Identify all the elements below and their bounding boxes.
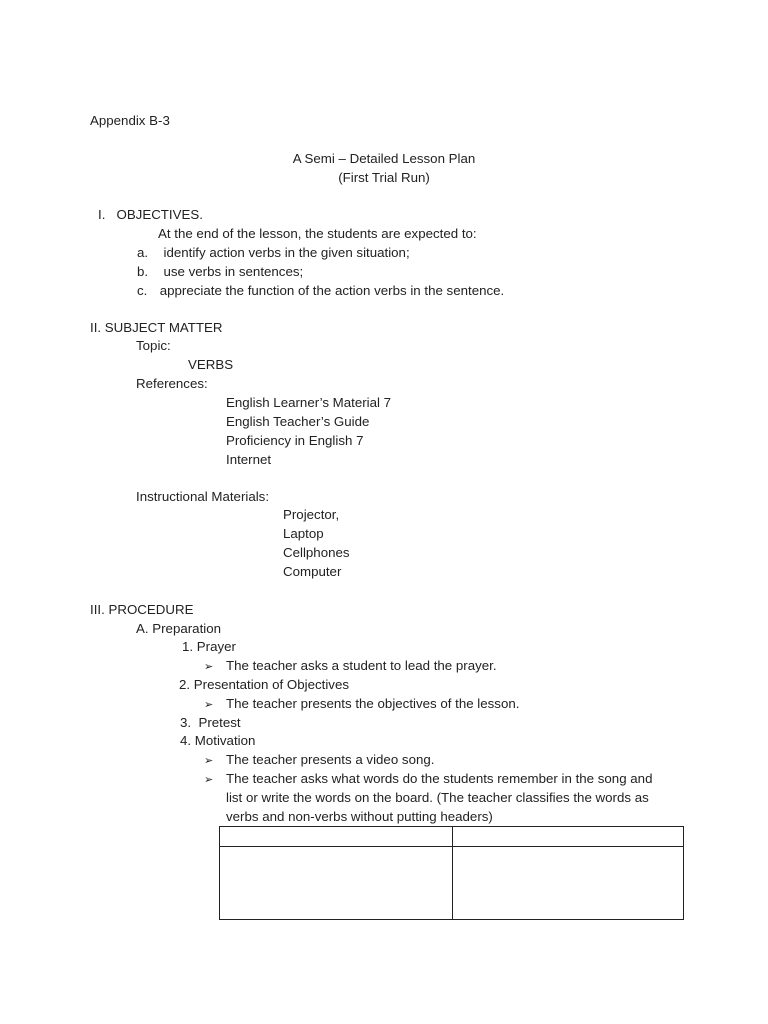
bullet-text-line: The teacher asks what words do the students remember in the song and: [226, 771, 653, 786]
topic-value: VERBS: [188, 357, 234, 372]
reference-item: English Learner’s Material 7: [226, 395, 392, 410]
objective-text: use verbs in sentences;: [163, 264, 304, 279]
bullet-text: The teacher presents a video song.: [226, 752, 435, 767]
material-item: Cellphones: [283, 545, 350, 560]
objective-marker: c.: [137, 283, 148, 298]
objective-item: [137, 262, 303, 281]
bullet-item: [204, 694, 519, 714]
arrow-bullet-icon: ➢: [204, 698, 214, 711]
material-item: Laptop: [283, 526, 324, 541]
objectives-heading: I. OBJECTIVES.: [98, 207, 203, 222]
objective-item: [137, 243, 410, 262]
procedure-heading: III. PROCEDURE: [90, 602, 194, 617]
bullet-item: [204, 750, 434, 770]
table-column-divider: [452, 827, 453, 919]
step-motivation: 4. Motivation: [180, 733, 256, 748]
bullet-text: The teacher presents the objectives of the lesson.: [226, 696, 520, 711]
document-subtitle: (First Trial Run): [338, 170, 430, 185]
bullet-item: [204, 769, 652, 789]
objective-marker: a.: [137, 245, 149, 260]
bullet-text: The teacher asks a student to lead the prayer.: [226, 658, 497, 673]
step-pretest: 3. Pretest: [180, 715, 241, 730]
arrow-bullet-icon: ➢: [204, 773, 214, 786]
objective-text: appreciate the function of the action verbs in the sentence.: [159, 283, 505, 298]
step-presentation: 2. Presentation of Objectives: [179, 677, 349, 692]
bullet-text-line: list or write the words on the board. (The teacher classifies the words as: [226, 790, 649, 805]
subject-matter-heading: II. SUBJECT MATTER: [90, 320, 223, 335]
bullet-text-line: verbs and non-verbs without putting headers): [226, 809, 493, 824]
bullet-item: [204, 656, 497, 676]
references-label: References:: [136, 376, 208, 391]
document-title: A Semi – Detailed Lesson Plan: [292, 151, 476, 166]
reference-item: English Teacher’s Guide: [226, 414, 370, 429]
reference-item: Internet: [226, 452, 272, 467]
topic-label: Topic:: [136, 338, 171, 353]
objectives-intro: At the end of the lesson, the students are expected to:: [158, 226, 477, 241]
materials-label: Instructional Materials:: [136, 489, 270, 504]
material-item: Projector,: [283, 507, 340, 522]
objective-marker: b.: [137, 264, 149, 279]
arrow-bullet-icon: ➢: [204, 754, 214, 767]
arrow-bullet-icon: ➢: [204, 660, 214, 673]
step-prayer: 1. Prayer: [182, 639, 236, 654]
word-classification-table: [219, 826, 684, 920]
section-a-heading: A. Preparation: [136, 621, 222, 636]
reference-item: Proficiency in English 7: [226, 433, 364, 448]
objective-item: [137, 281, 504, 300]
appendix-label: Appendix B-3: [90, 113, 170, 128]
material-item: Computer: [283, 564, 342, 579]
objective-text: identify action verbs in the given situation;: [163, 245, 410, 260]
